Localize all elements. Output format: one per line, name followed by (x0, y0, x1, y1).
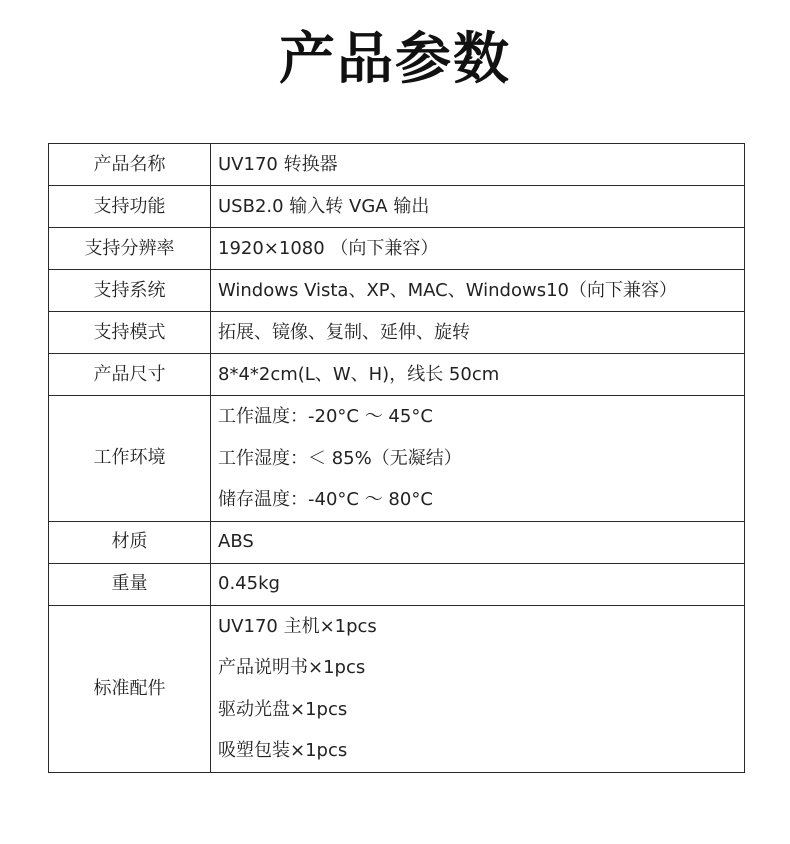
row-label-weight: 重量 (49, 563, 211, 605)
row-value-function: USB2.0 输入转 VGA 输出 (211, 186, 745, 228)
storage-temperature: 储存温度：-40°C ～ 80°C (218, 489, 433, 510)
row-label-modes: 支持模式 (49, 312, 211, 354)
table-row (49, 605, 745, 772)
operating-humidity: 工作湿度：＜ 85%（无凝结） (218, 447, 462, 469)
row-value-size: 8*4*2cm(L、W、H)，线长 50cm (211, 354, 745, 396)
row-label-function: 支持功能 (49, 186, 211, 228)
row-label-material: 材质 (49, 521, 211, 563)
row-value-systems: Windows Vista、XP、MAC、Windows10（向下兼容） (211, 270, 745, 312)
row-label-size: 产品尺寸 (49, 354, 211, 396)
row-label-accessories: 标准配件 (49, 605, 211, 772)
row-label-environment: 工作环境 (49, 396, 211, 522)
table-row (49, 144, 745, 186)
accessory-item: UV170 主机×1pcs (218, 615, 377, 637)
page-title: 产品参数 (279, 27, 511, 92)
table-row (49, 270, 745, 312)
row-value-resolution: 1920×1080 （向下兼容） (211, 228, 745, 270)
table-row (49, 521, 745, 563)
accessory-item: 驱动光盘×1pcs (218, 698, 348, 720)
row-value-modes: 拓展、镜像、复制、延伸、旋转 (211, 312, 745, 354)
row-value-accessories (211, 605, 745, 772)
row-value-environment (211, 396, 745, 522)
table-row (49, 563, 745, 605)
table-row (49, 228, 745, 270)
row-label-systems: 支持系统 (49, 270, 211, 312)
row-value-weight: 0.45kg (211, 563, 745, 605)
table-row (49, 354, 745, 396)
row-label-resolution: 支持分辨率 (49, 228, 211, 270)
table-row (49, 396, 745, 522)
accessory-item: 产品说明书×1pcs (218, 657, 366, 678)
row-label-product-name: 产品名称 (49, 144, 211, 186)
accessory-item: 吸塑包装×1pcs (218, 740, 348, 761)
row-value-material: ABS (211, 521, 745, 563)
table-row (49, 186, 745, 228)
operating-temperature: 工作温度：-20°C ～ 45°C (218, 406, 433, 427)
spec-table (48, 143, 745, 773)
row-value-product-name: UV170 转换器 (211, 144, 745, 186)
table-row (49, 312, 745, 354)
